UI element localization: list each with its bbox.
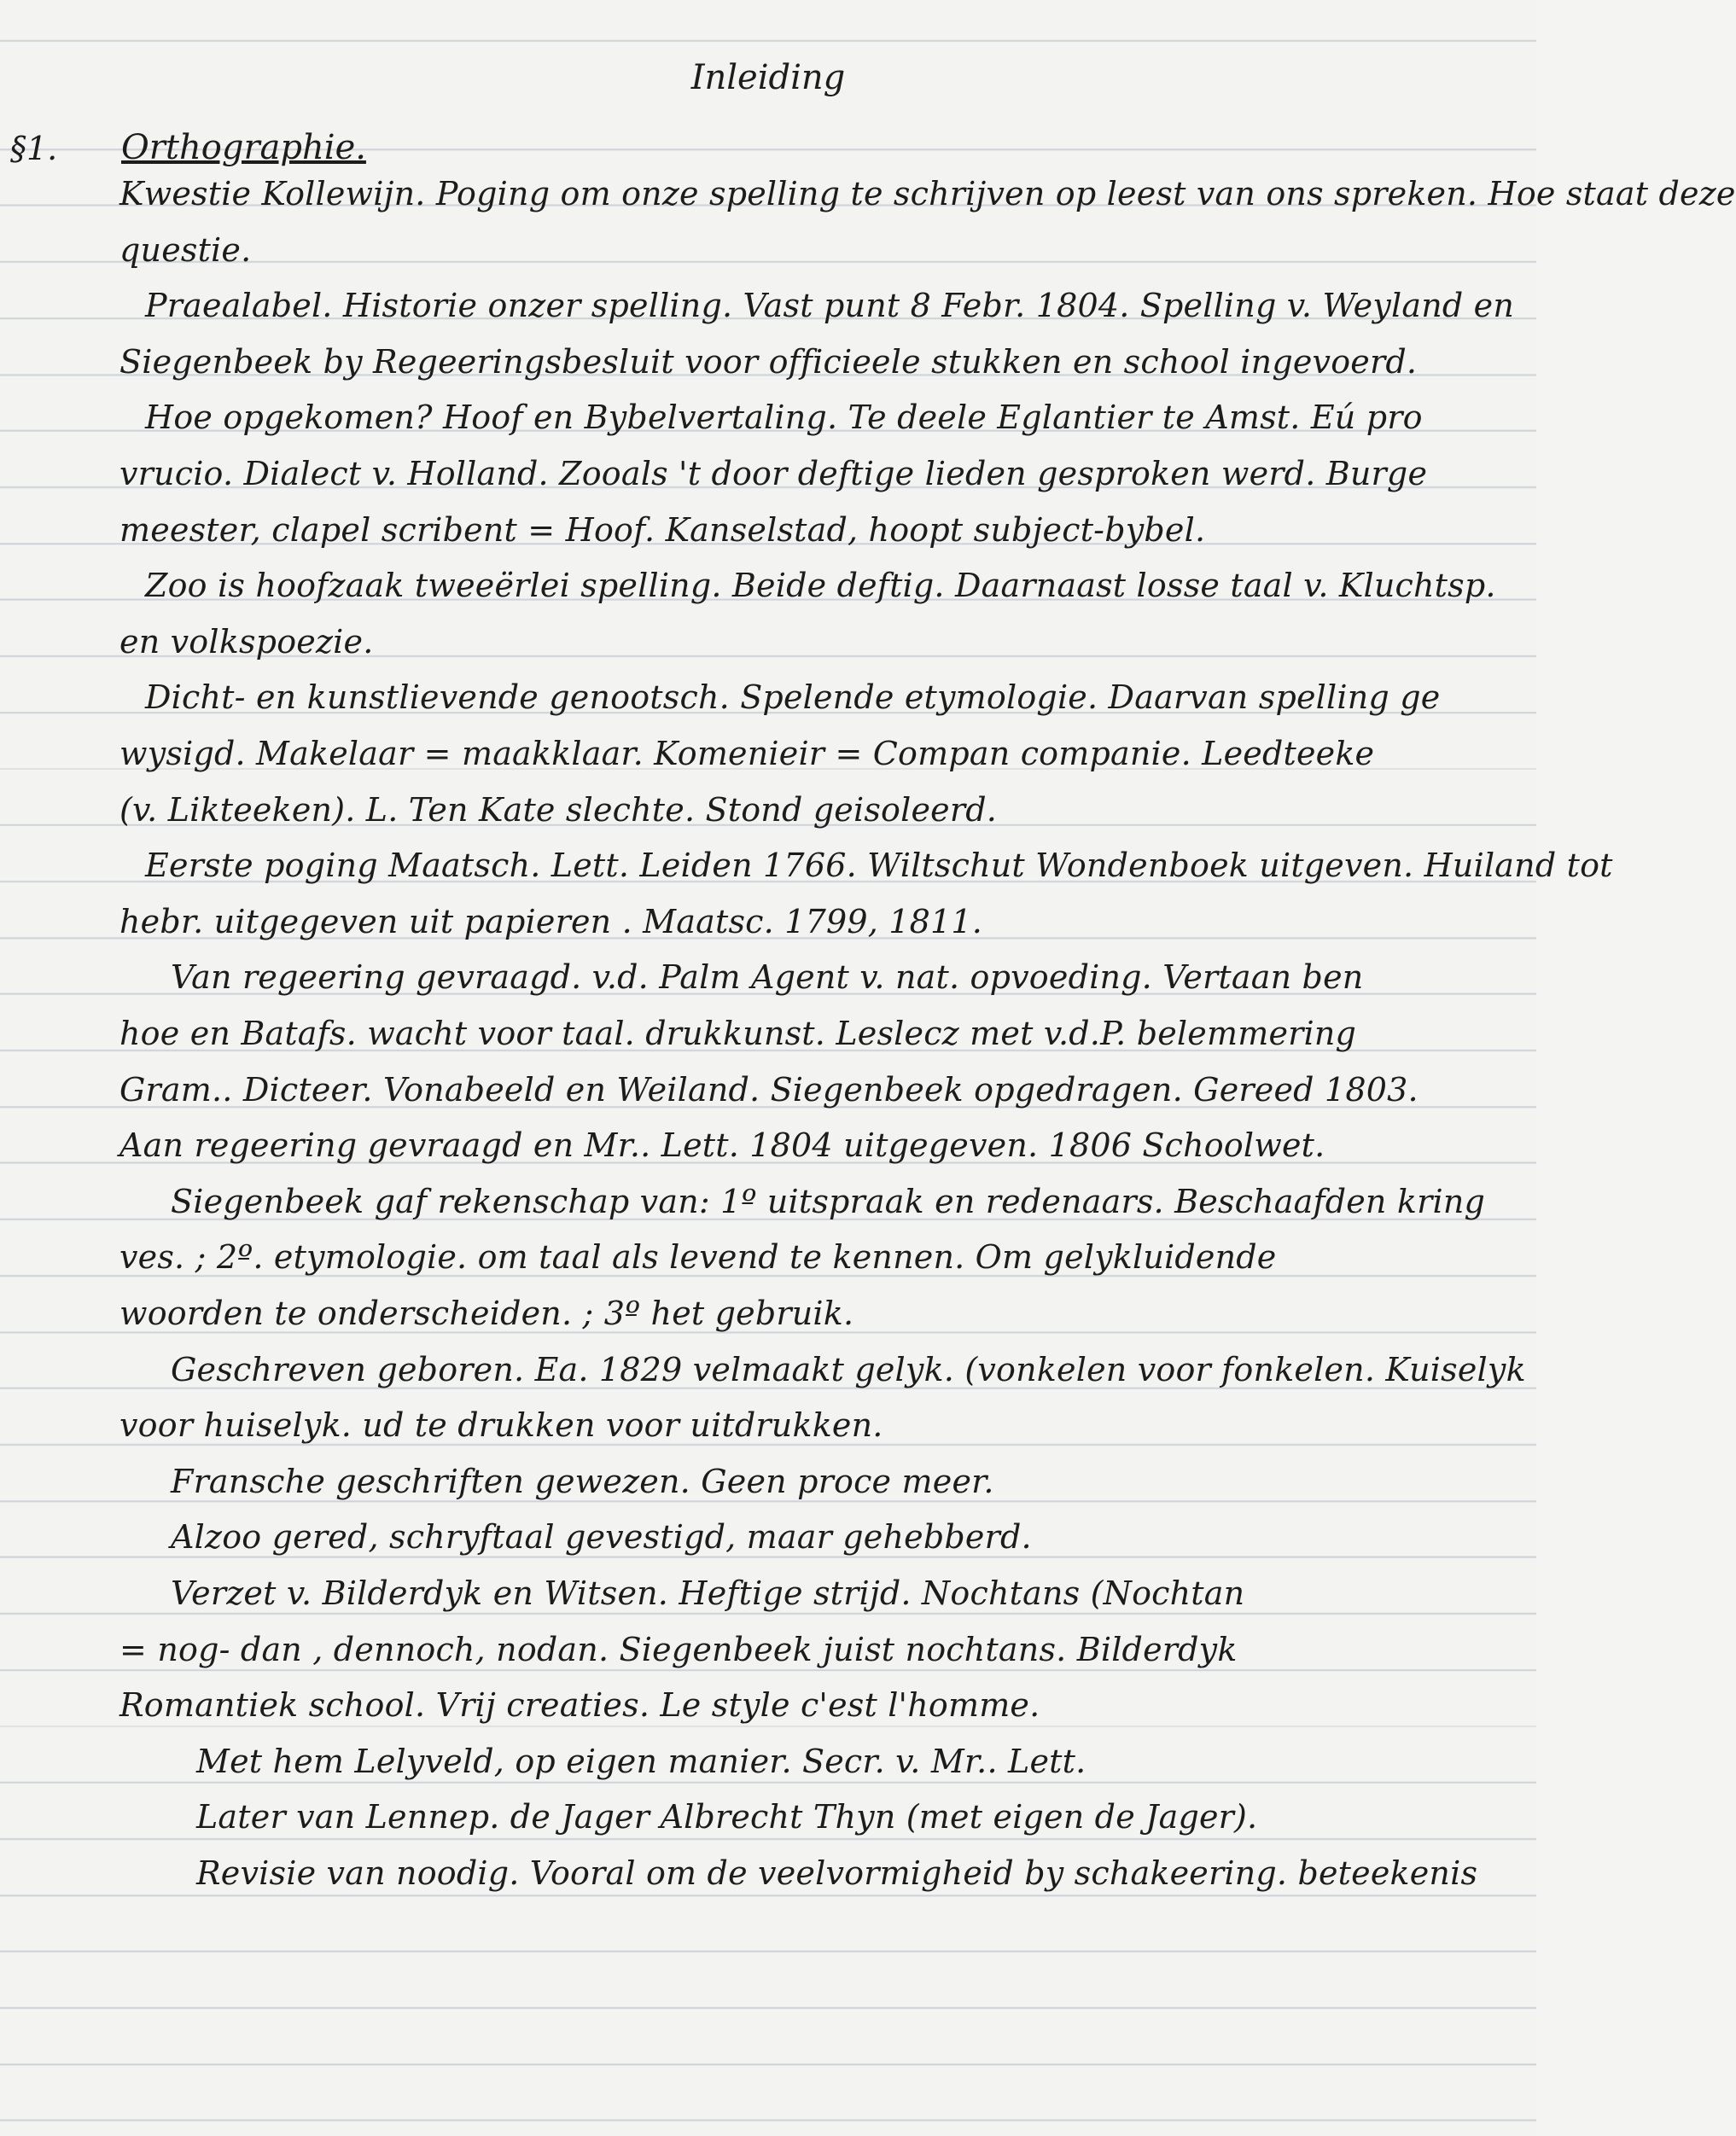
manuscript-line: Zoo is hoofzaak tweeërlei spelling. Beide deftig. Daarnaast losse taal v. Kluchtsp. (145, 567, 1496, 605)
manuscript-line: vrucio. Dialect v. Holland. Zooals 't door deftige lieden gesproken werd. Burge (119, 455, 1428, 492)
manuscript-line: woorden te onderscheiden. ; 3º het gebruik. (119, 1295, 854, 1332)
manuscript-line: Later van Lennep. de Jager Albrecht Thyn (met eigen de Jager). (196, 1798, 1258, 1836)
page-heading: Inleiding (690, 58, 846, 97)
manuscript-line: Alzoo gered, schryftaal gevestigd, maar gehebberd. (171, 1518, 1032, 1557)
manuscript-line: en volkspoezie. (119, 622, 374, 661)
manuscript-line: hebr. uitgegeven uit papieren . Maatsc. 1799, 1811. (119, 902, 983, 940)
manuscript-line: Met hem Lelyveld, op eigen manier. Secr. v. Mr.. Lett. (196, 1742, 1086, 1780)
manuscript-line: questie. (119, 230, 252, 269)
manuscript-line: voor huiselyk. ud te drukken voor uitdrukken. (119, 1406, 883, 1445)
manuscript-line: Van regeering gevraagd. v.d. Palm Agent v. nat. opvoeding. Vertaan ben (171, 958, 1364, 997)
manuscript-line: Fransche geschriften gewezen. Geen proce meer. (171, 1462, 994, 1500)
manuscript-line: Aan regeering gevraagd en Mr.. Lett. 1804 uitgegeven. 1806 Schoolwet. (119, 1126, 1325, 1165)
section-title: Orthographie. (121, 128, 366, 167)
section-number: §1. (10, 130, 58, 167)
manuscript-line: hoe en Batafs. wacht voor taal. drukkunst. Leslecz met v.d.P. belemmering (119, 1015, 1357, 1052)
manuscript-line: Verzet v. Bilderdyk en Witsen. Heftige strijd. Nochtans (Nochtan (171, 1574, 1245, 1612)
manuscript-line: Geschreven geboren. Ea. 1829 velmaakt gelyk. (vonkelen voor fonkelen. Kuiselyk (171, 1350, 1526, 1388)
manuscript-line: Siegenbeek gaf rekenschap van: 1º uitspraak en redenaars. Beschaafden kring (171, 1182, 1486, 1220)
manuscript-line: = nog- dan , dennoch, nodan. Siegenbeek juist nochtans. Bilderdyk (119, 1630, 1238, 1668)
manuscript-line: Dicht- en kunstlievende genootsch. Spelende etymologie. Daarvan spelling ge (145, 678, 1441, 717)
manuscript-line: Kwestie Kollewijn. Poging om onze spelling te schrijven op leest van ons spreken. Hoe staat deze (119, 175, 1736, 212)
manuscript-line: Eerste poging Maatsch. Lett. Leiden 1766. Wiltschut Wondenboek uitgeven. Huiland tot (145, 847, 1613, 885)
manuscript-line: ves. ; 2º. etymologie. om taal als levend te kennen. Om gelykluidende (119, 1238, 1277, 1277)
manuscript-line: (v. Likteeken). L. Ten Kate slechte. Stond geisoleerd. (119, 790, 998, 829)
manuscript-line: wysigd. Makelaar = maakklaar. Komenieir = Compan companie. Leedteeke (119, 735, 1375, 772)
manuscript-line: meester, clapel scribent = Hoof. Kanselstad, hoopt subject-bybel. (119, 510, 1206, 549)
manuscript-line: Gram.. Dicteer. Vonabeeld en Weiland. Siegenbeek opgedragen. Gereed 1803. (119, 1070, 1419, 1109)
manuscript-line: Revisie van noodig. Vooral om de veelvormigheid by schakeering. beteekenis (196, 1854, 1478, 1892)
manuscript-line: Hoe opgekomen? Hoof en Bybelvertaling. Te deele Eglantier te Amst. Eú pro (145, 399, 1423, 437)
manuscript-line: Romantiek school. Vrij creaties. Le style c'est l'homme. (119, 1686, 1040, 1725)
manuscript-line: Praealabel. Historie onzer spelling. Vast punt 8 Febr. 1804. Spelling v. Weyland en (145, 287, 1515, 325)
manuscript-line: Siegenbeek by Regeeringsbesluit voor officieele stukken en school ingevoerd. (119, 342, 1418, 381)
